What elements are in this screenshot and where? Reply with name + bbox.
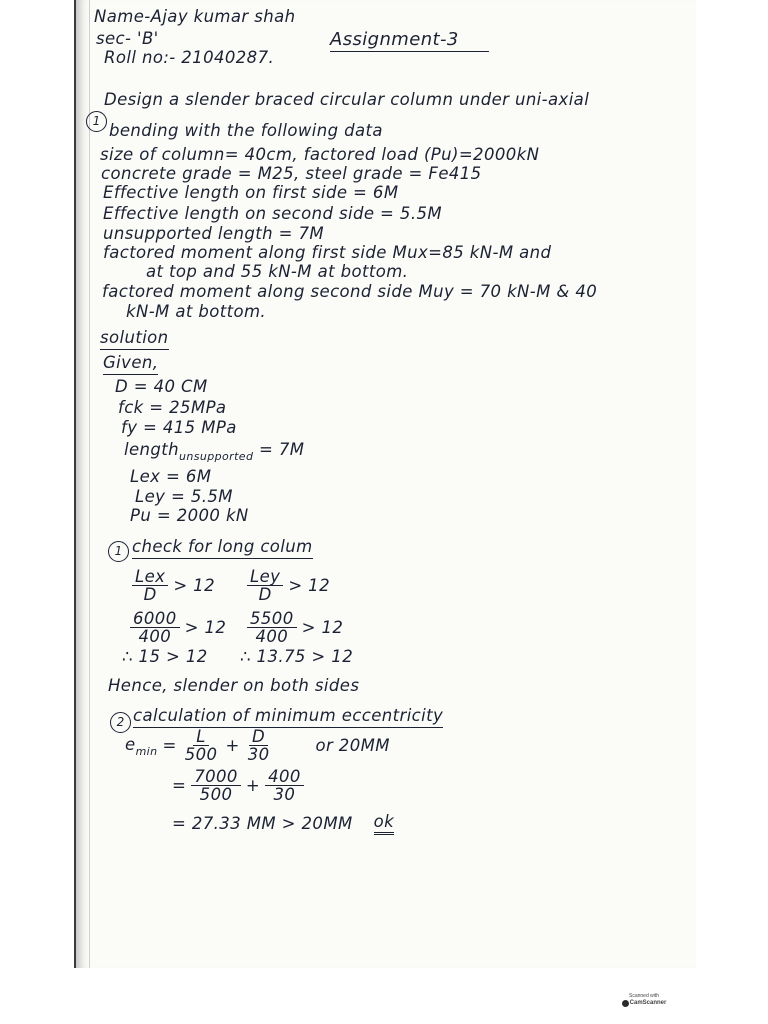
assignment-title: Assignment-3 xyxy=(330,30,489,52)
numerator: 400 xyxy=(265,768,304,786)
min-eccentricity-formula xyxy=(125,728,390,763)
scanner-watermark-name: CamScanner xyxy=(629,1000,667,1006)
question-line: kN-M at bottom. xyxy=(126,302,267,321)
length-value: = 7M xyxy=(258,440,305,459)
step1-heading: check for long colum xyxy=(132,537,313,559)
step2-number-circle: 2 xyxy=(110,712,131,733)
plus-sign: + xyxy=(245,775,261,795)
page-margin-line xyxy=(89,0,90,968)
slenderness-condition-x xyxy=(132,568,215,603)
equals-sign: = xyxy=(162,735,177,755)
question-number-circle: 1 xyxy=(86,111,107,132)
slenderness-check-y xyxy=(247,610,343,645)
scanner-watermark-brand xyxy=(622,999,667,1007)
fraction xyxy=(191,768,241,803)
numerator: 6000 xyxy=(130,610,180,628)
given-unsupported-length xyxy=(124,440,304,462)
camscanner-logo-icon xyxy=(622,1000,629,1007)
numerator: Ley xyxy=(247,568,283,586)
denominator: D xyxy=(143,585,157,604)
question-line: factored moment along first side Mux=85 kN-M and xyxy=(103,243,552,262)
step1-number-circle: 1 xyxy=(108,541,129,562)
numerator: 7000 xyxy=(191,768,241,786)
question-line: Effective length on second side = 5.5M xyxy=(103,204,443,223)
fraction xyxy=(132,568,168,603)
emin-subscript: min xyxy=(135,744,158,758)
given-diameter: D = 40 CM xyxy=(115,377,208,396)
question-line: at top and 55 kN-M at bottom. xyxy=(146,262,409,281)
question-line: Effective length on first side = 6M xyxy=(103,183,399,202)
equals-sign: = xyxy=(172,775,187,795)
length-subscript: unsupported xyxy=(179,450,254,463)
min-eccentricity-substitution xyxy=(172,768,304,803)
slenderness-condition-y xyxy=(247,568,330,603)
emin-symbol xyxy=(125,735,158,757)
question-line: concrete grade = M25, steel grade = Fe415 xyxy=(101,164,482,183)
denominator: 30 xyxy=(273,785,296,804)
fraction xyxy=(130,610,180,645)
question-line: Design a slender braced circular column under uni-axial xyxy=(104,90,590,109)
denominator: 500 xyxy=(199,785,233,804)
plus-sign: + xyxy=(225,735,240,755)
step2-heading: calculation of minimum eccentricity xyxy=(133,706,443,728)
min-eccentricity-result xyxy=(172,812,394,835)
student-name: Name-Ajay kumar shah xyxy=(94,7,296,26)
given-lex: Lex = 6M xyxy=(130,467,212,486)
denominator: 400 xyxy=(255,627,289,646)
given-ley: Ley = 5.5M xyxy=(135,487,233,506)
fraction xyxy=(245,728,273,763)
question-line: factored moment along second side Muy = 70 kN-M & 40 xyxy=(102,282,598,301)
numerator: Lex xyxy=(132,568,168,586)
given-heading: Given, xyxy=(103,353,158,375)
numerator: 5500 xyxy=(247,610,297,628)
result-verdict: ok xyxy=(374,812,394,835)
slenderness-result-x: ∴ 15 > 12 xyxy=(122,647,208,666)
denominator: 500 xyxy=(184,745,218,764)
denominator: D xyxy=(258,585,272,604)
fraction xyxy=(247,568,283,603)
fraction xyxy=(182,728,221,763)
length-base: length xyxy=(124,440,179,459)
slenderness-result-y: ∴ 13.75 > 12 xyxy=(240,647,354,666)
question-line: bending with the following data xyxy=(109,121,383,140)
result-value: = 27.33 MM > 20MM xyxy=(172,813,353,833)
given-pu: Pu = 2000 kN xyxy=(130,506,249,525)
relation: > 12 xyxy=(173,575,215,595)
alternative-minimum: or 20MM xyxy=(315,735,390,755)
numerator: D xyxy=(249,728,268,746)
question-line: unsupported length = 7M xyxy=(103,224,324,243)
solution-heading: solution xyxy=(100,328,169,350)
slenderness-check-x xyxy=(130,610,226,645)
student-roll-number: Roll no:- 21040287. xyxy=(104,48,275,67)
scanner-watermark xyxy=(624,985,667,1015)
fraction xyxy=(265,768,304,803)
emin-base: e xyxy=(125,734,136,754)
fraction xyxy=(247,610,297,645)
student-section: sec- 'B' xyxy=(96,29,159,48)
denominator: 30 xyxy=(247,745,270,764)
denominator: 400 xyxy=(138,627,172,646)
given-fy: fy = 415 MPa xyxy=(121,418,237,437)
given-fck: fck = 25MPa xyxy=(118,398,227,417)
numerator: L xyxy=(193,728,209,746)
scanner-watermark-caption: Scanned with xyxy=(628,993,660,999)
question-line: size of column= 40cm, factored load (Pu)=2000kN xyxy=(100,145,540,164)
relation: > 12 xyxy=(301,617,344,637)
relation: > 12 xyxy=(288,575,330,595)
relation: > 12 xyxy=(184,617,227,637)
step1-conclusion: Hence, slender on both sides xyxy=(108,676,360,695)
